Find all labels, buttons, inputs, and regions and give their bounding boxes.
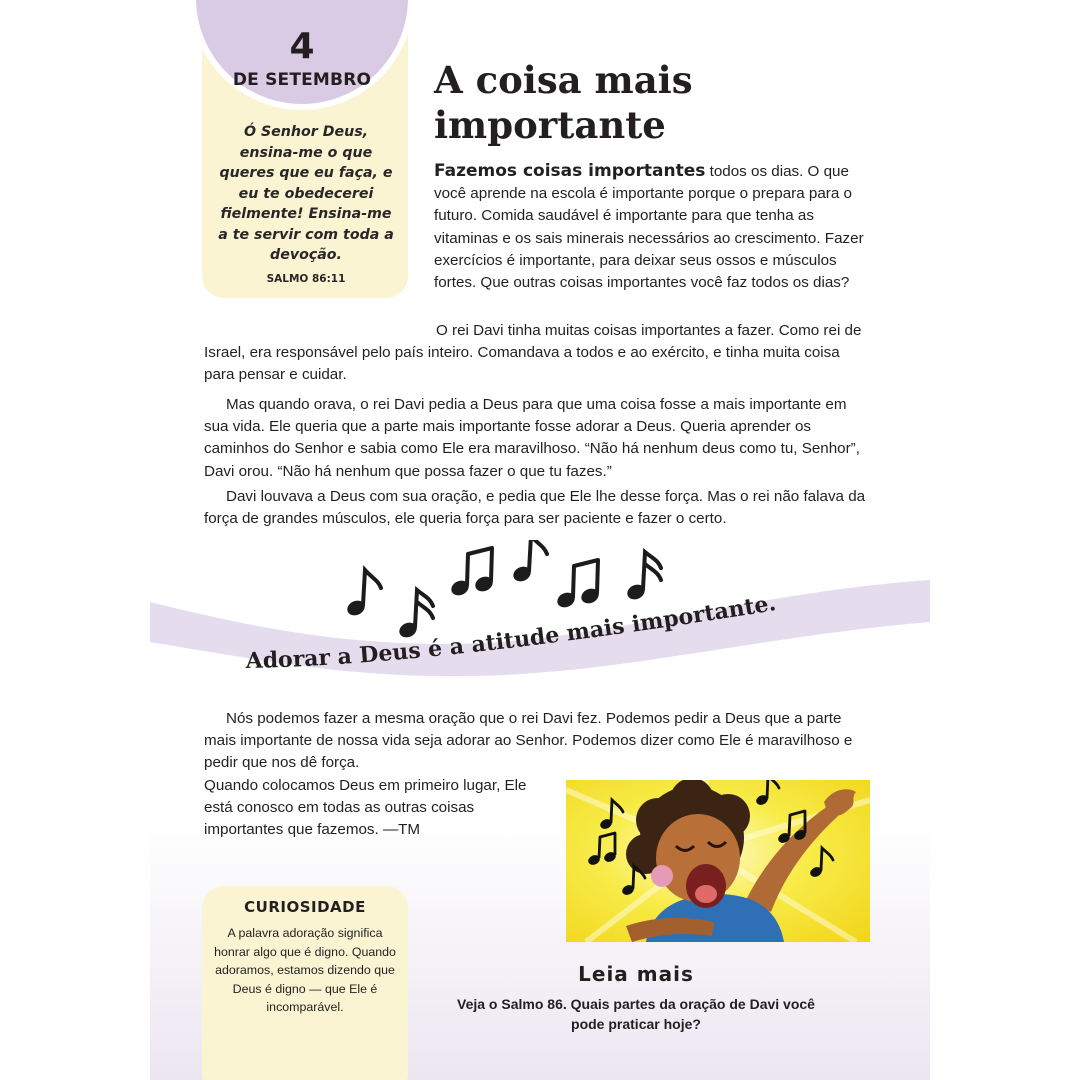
- music-note-icon: [345, 570, 381, 618]
- paragraph-4: Davi louvava a Deus com sua oração, e pedia que Ele lhe desse força. Mas o rei não falava da força de grandes músculos, ele queria força para ser paciente e fazer o certo.: [204, 488, 866, 528]
- singing-boy-illustration: [566, 780, 870, 942]
- page-title: A coisa mais importante: [434, 58, 693, 147]
- date-month: DE SETEMBRO: [232, 70, 372, 90]
- leia-mais-title: Leia mais: [578, 962, 694, 986]
- verse-text: Ó Senhor Deus, ensina-me o que queres que eu faça, e eu te obedecerei fielmente! Ensina-me a te servir com toda a devoção.: [218, 124, 394, 263]
- paragraph-1: [434, 160, 874, 294]
- leia-mais-text: Veja o Salmo 86. Quais partes da oração de Davi você pode praticar hoje?: [457, 996, 815, 1032]
- paragraph-1-text: todos os dias. O que você aprende na escola é importante porque o prepara para o futuro. Comida saudável é importante para que tenha as vitaminas e os sais minerais necessários ao crescimento. Fazer exercícios é importante, para deixar seus ossos e músculos fortes. Que outras coisas importantes você faz todos os dias?: [434, 163, 864, 292]
- date-day: 4: [289, 26, 315, 67]
- devotional-page: [150, 0, 930, 1080]
- curiosidade-text: A palavra adoração significa honrar algo que é digno. Quando adoramos, estamos dizendo que Deus é digno — que Ele é incomparável.: [214, 926, 396, 1014]
- music-notes-icon: [555, 560, 601, 610]
- verse-reference: SALMO 86:11: [266, 273, 346, 285]
- paragraph-2: O rei Davi tinha muitas coisas importantes a fazer. Como rei de Israel, era responsável pelo país inteiro. Comandava a todos e ao exército, e tinha muita coisa para pensar e cuidar.: [204, 322, 862, 384]
- paragraph-1-lead: Fazemos coisas importantes: [434, 161, 706, 181]
- music-note-icon: [625, 552, 661, 602]
- banner-text: Adorar a Deus é a atitude mais importante.: [245, 590, 778, 675]
- paragraph-3: Mas quando orava, o rei Davi pedia a Deus para que uma coisa fosse a mais importante em sua vida. Ele queria que a parte mais importante fosse adorar a Deus. Queria aprender os caminhos do Senhor e sabia como Ele era maravilhoso. “Não há nenhum deus como tu, Senhor”, Davi orou. “Não há nenhum que possa fazer o que tu fazes.”: [204, 396, 860, 480]
- curiosidade-title: CURIOSIDADE: [244, 898, 366, 916]
- banner: [150, 540, 930, 700]
- paragraph-5-text: Nós podemos fazer a mesma oração que o rei Davi fez. Podemos pedir a Deus que a parte mais importante de nossa vida seja adorar ao Senhor. Podemos dizer como Ele é maravilhoso e pedir que nos dê força.: [204, 710, 853, 772]
- music-note-icon: [511, 540, 547, 584]
- music-notes-icon: [449, 548, 495, 598]
- paragraph-5-continued: Quando colocamos Deus em primeiro lugar, Ele está conosco em todas as outras coisas importantes que fazemos. —TM: [204, 776, 527, 839]
- music-note-icon: [397, 590, 433, 640]
